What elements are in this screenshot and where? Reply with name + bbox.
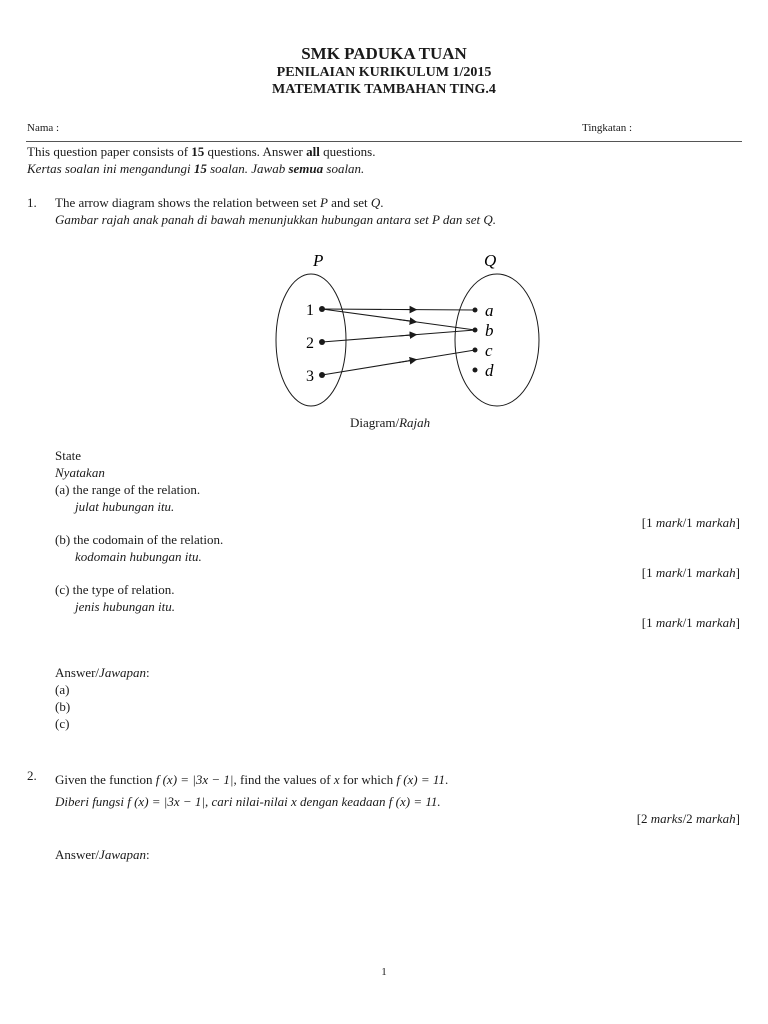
instruction-malay: Kertas soalan ini mengandungi 15 soalan. Jawab semua soalan. [27,161,365,176]
codomain-point-a [473,308,478,313]
function-condition: f (x) = 11 [396,772,445,787]
arrow-tail-1-to-b [399,320,476,331]
set-q-ellipse [455,274,539,406]
name-label: Nama : [27,122,60,134]
domain-point-1 [319,306,325,312]
part-c-malay: jenis hubungan itu. [75,599,176,614]
codomain-label-b: b [485,321,494,340]
set-q-label: Q [484,251,497,270]
codomain-point-d [473,368,478,373]
page-number: 1 [381,966,387,978]
domain-label-2: 2 [306,335,314,352]
question-2-answer-label: Answer/Jawapan: [55,847,150,862]
part-a-marks: [1 mark/1 markah] [641,515,740,530]
set-p-label: P [313,251,324,270]
arrow-tail-3-to-c [399,350,476,363]
question-2-malay: Diberi fungsi f (x) = |3x − 1|, cari nilai-nilai x dengan keadaan f (x) = 11. [55,794,441,809]
arrow-tail-2-to-b [399,330,476,336]
arrow-tail-1-to-a [399,310,476,311]
instruction-english: This question paper consists of 15 questions. Answer all questions. [27,144,376,159]
question-2-number: 2. [27,768,37,783]
part-b-english: (b) the codomain of the relation. [55,532,224,547]
function-expression: f (x) = |3x − 1| [155,772,234,787]
codomain-label-c: c [485,341,493,360]
codomain-point-b [473,328,478,333]
part-c-english: (c) the type of relation. [55,582,175,597]
form-label: Tingkatan : [582,122,633,134]
domain-point-2 [319,339,325,345]
header-divider [26,141,742,142]
state-english: State [55,448,81,463]
codomain-point-c [473,348,478,353]
part-b-marks: [1 mark/1 markah] [641,565,740,580]
codomain-label-d: d [485,361,494,380]
question-1-answer-label: Answer/Jawapan: [55,665,150,680]
question-2-english: Given the function f (x) = |3x − 1|, find the values of x for which f (x) = 11. [55,772,449,787]
question-2-marks: [2 marks/2 markah] [636,811,740,826]
question-1-number: 1. [27,195,37,210]
part-b-malay: kodomain hubungan itu. [75,549,202,564]
domain-label-3: 3 [306,368,314,385]
part-a-malay: julat hubungan itu. [75,499,175,514]
part-c-marks: [1 mark/1 markah] [641,615,740,630]
question-1-malay: Gambar rajah anak panah di bawah menunjukkan hubungan antara set P dan set Q. [55,212,497,227]
school-name: SMK PADUKA TUAN [301,44,467,63]
diagram-caption: Diagram/Rajah [350,415,431,430]
codomain-label-a: a [485,301,494,320]
assessment-title: PENILAIAN KURIKULUM 1/2015 [276,65,492,80]
subject-title: MATEMATIK TAMBAHAN TING.4 [272,82,496,97]
arrow-diagram [260,245,540,420]
answer-part-c: (c) [55,716,70,731]
answer-part-b: (b) [55,699,71,714]
question-1-english: The arrow diagram shows the relation between set P and set Q. [55,195,384,210]
domain-label-1: 1 [306,302,314,319]
state-malay: Nyatakan [55,465,105,480]
domain-point-3 [319,372,325,378]
answer-part-a: (a) [55,682,70,697]
part-a-english: (a) the range of the relation. [55,482,201,497]
